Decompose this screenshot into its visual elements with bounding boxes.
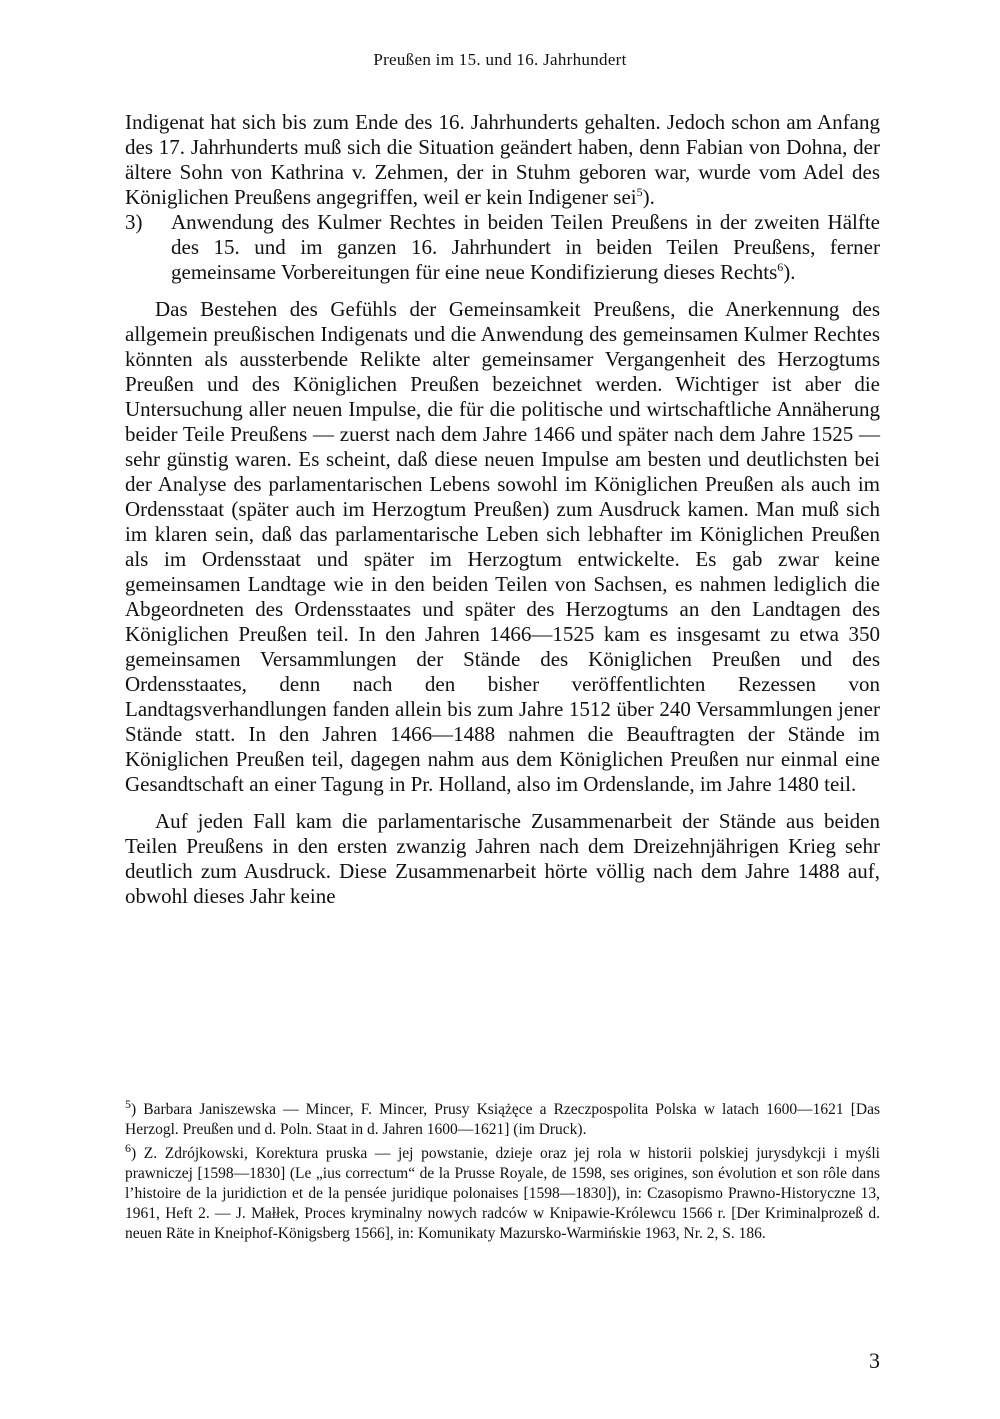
footnote-5 — [125, 1096, 880, 1140]
paragraph-1-end: ). — [642, 185, 655, 209]
paragraph-2: Das Bestehen des Gefühls der Gemeinsamkeit Preußens, die Anerkennung des allgemein preußischen Indigenats und die Anwendung des gemeinsamen Kulmer Rechtes könnten als aussterbende Relikte alter gemeinsamer Vergangenheit des Herzogtums Preußen und des Königlichen Preußen bezeichnet werden. Wichtiger ist aber die Untersuchung aller neuen Impulse, die für die politische und wirtschaftliche Annäherung beider Teile Preußens — zuerst nach dem Jahre 1466 und später nach dem Jahre 1525 — sehr günstig waren. Es scheint, daß diese neuen Impulse am besten und deutlichsten bei der Analyse des parlamentarischen Lebens sowohl im Königlichen Preußen als auch im Ordensstaat (später auch im Herzogtum Preußen) zum Ausdruck kamen. Man muß sich im klaren sein, daß das parlamentarische Leben sich lebhafter im Königlichen Preußen als im Ordensstaat und später im Herzogtum entwickelte. Es gab zwar keine gemeinsamen Landtage wie in den beiden Teilen von Sachsen, es nahmen lediglich die Abgeordneten des Ordensstaates und später des Herzogtums an den Landtagen des Königlichen Preußen teil. In den Jahren 1466—1525 kam es insgesamt zu etwa 350 gemeinsamen Versammlungen der Stände des Königlichen Preußen und des Ordensstaates, denn nach den bisher veröffentlichten Rezessen von Landtagsverhandlungen fanden allein bis zum Jahre 1512 über 240 Versammlungen jener Stände statt. In den Jahren 1466—1488 nahmen die Beauftragten der Stände im Königlichen Preußen teil, dagegen nahm aus dem Königlichen Preußen nur einmal eine Gesandtschaft an einer Tagung in Pr. Holland, also im Ordenslande, im Jahre 1480 teil. — [125, 297, 880, 796]
main-text — [125, 110, 880, 909]
footnote-6 — [125, 1140, 880, 1244]
paragraph-1-text: Indigenat hat sich bis zum Ende des 16. Jahrhunderts gehalten. Jedoch schon am Anfang des 17. Jahrhunderts muß sich die Situation geändert haben, denn Fabian von Dohna, der ältere Sohn von Kathrina v. Zehmen, der in Stuhm geboren war, wurde vom Adel des Königlichen Preußens angegriffen, weil er kein Indigener sei — [125, 110, 880, 209]
list-item-body: Anwendung des Kulmer Rechtes in beiden Teilen Preußens in der zweiten Hälfte des 15. und im ganzen 16. Jahrhundert in beiden Teilen Preußens, ferner gemeinsame Vorbereitungen für eine neue Kondifizierung dieses Rechts — [171, 210, 880, 284]
footnote-mark-6: 6 — [125, 1140, 131, 1155]
footnotes — [125, 1096, 880, 1248]
footnote-mark-5: 5 — [125, 1096, 131, 1111]
page-number: 3 — [869, 1348, 880, 1373]
paragraph-3: Auf jeden Fall kam die parlamentarische Zusammenarbeit der Stände aus beiden Teilen Preußens in den ersten zwanzig Jahren nach dem Dreizehnjährigen Krieg sehr deutlich zum Ausdruck. Diese Zusammenarbeit hörte völlig nach dem Jahre 1488 auf, obwohl dieses Jahr keine — [125, 809, 880, 908]
list-item-text — [171, 210, 880, 285]
list-item-end: ). — [783, 260, 796, 284]
footnote-5-text: ) Barbara Janiszewska — Mincer, F. Mincer, Prusy Książęce a Rzeczpospolita Polska w latach 1600—1621 [Das Herzogl. Preußen und d. Poln. Staat in d. Jahren 1600—1621] (im Druck). — [125, 1101, 880, 1138]
list-item-number: 3) — [125, 210, 143, 234]
footnote-ref-5: 5 — [636, 185, 643, 199]
footnote-ref-6: 6 — [777, 260, 784, 274]
list-item-3 — [125, 210, 880, 285]
paragraph-1 — [125, 110, 880, 210]
footnote-6-text: ) Z. Zdrójkowski, Korektura pruska — jej powstanie, dzieje oraz jej rola w historii polskiej jurysdykcji i myśli prawniczej [1598—1830] (Le „ius correctum“ de la Prusse Royale, de 1598, ses origines, son évolution et son rôle dans l’histoire de la juridiction et de la pensée juridique polonaises [1598—1830]), in: Czasopismo Prawno-Historyczne 13, 1961, Heft 2. — J. Małłek, Proces kryminalny nowych radców w Knipawie-Królewcu 1566 r. [Der Kriminalprozeß d. neuen Räte in Kneiphof-Königsberg 1566], in: Komunikaty Mazursko-Warmińskie 1963, Nr. 2, S. 186. — [125, 1145, 880, 1242]
running-header: Preußen im 15. und 16. Jahrhundert — [373, 50, 627, 69]
